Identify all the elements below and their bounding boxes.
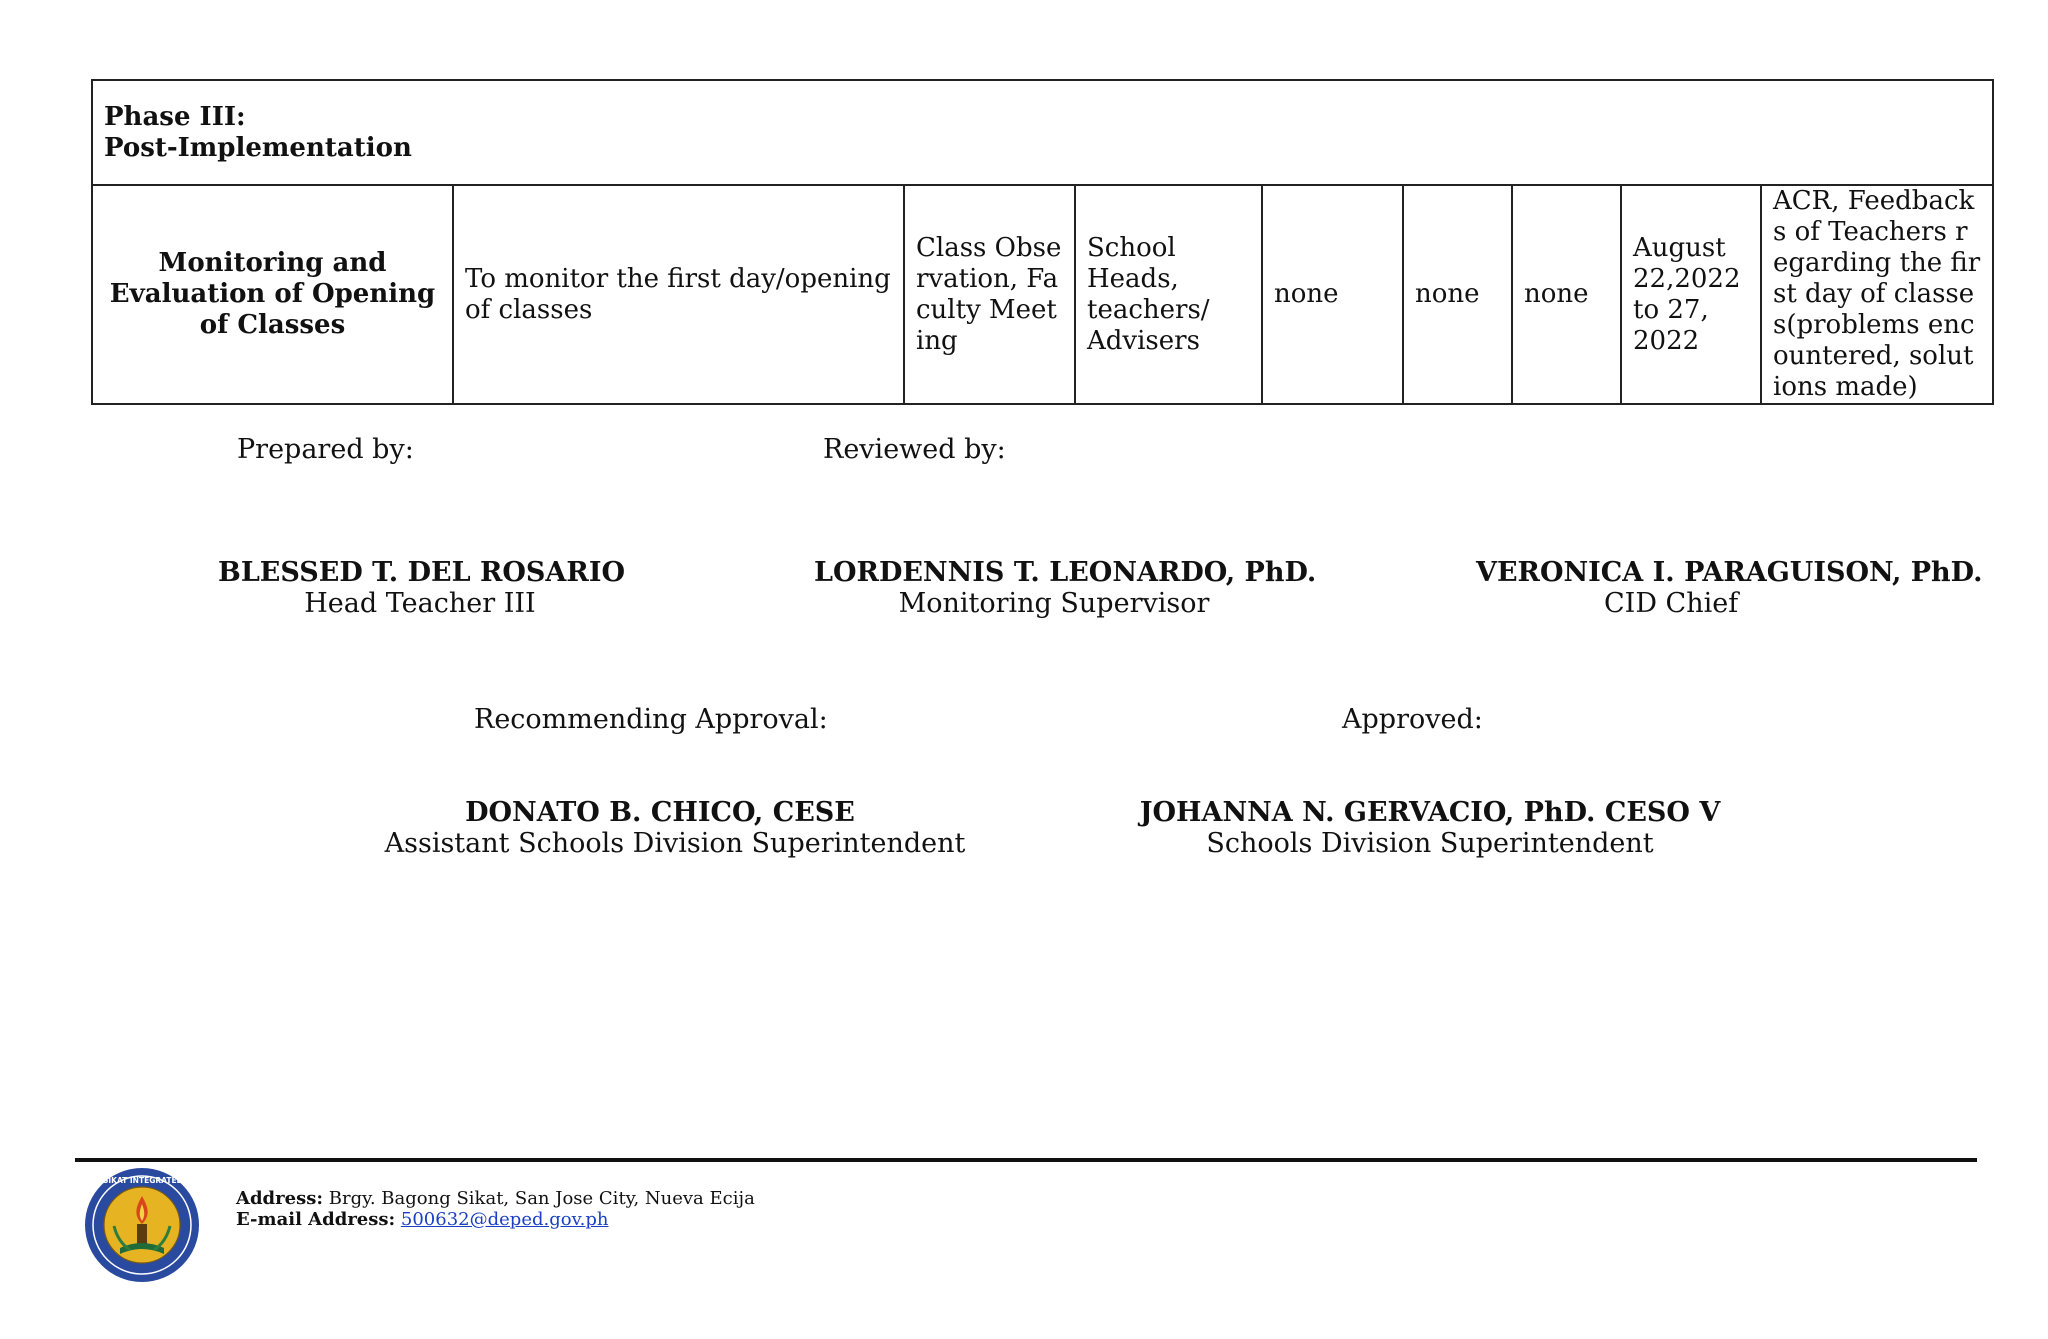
outcome-cell: ACR, Feedbacks of Teachers regarding the first day of classes(problems encountered, solutions made) (1761, 185, 1993, 404)
phase-header-row (92, 80, 1993, 185)
objective-cell: To monitor the first day/opening of classes (453, 185, 904, 404)
signatory-prepared (218, 557, 625, 619)
signatory-name: VERONICA I. PARAGUISON, PhD. (1476, 557, 1983, 588)
address-label: Address: (236, 1188, 323, 1209)
prepared-by-label: Prepared by: (237, 434, 414, 465)
signatory-title: Assistant Schools Division Superintendent (384, 828, 966, 859)
footer-divider (75, 1158, 1977, 1162)
signatory-title: Schools Division Superintendent (1206, 828, 1654, 859)
resources-cell: none (1262, 185, 1403, 404)
approved-label: Approved: (1342, 704, 1483, 735)
email-label: E-mail Address: (236, 1209, 396, 1230)
implementation-plan-table (91, 79, 1994, 405)
email-link[interactable]: 500632@deped.gov.ph (400, 1209, 609, 1230)
recommending-approval-label: Recommending Approval: (474, 704, 828, 735)
email-line (236, 1209, 755, 1230)
activity-cell: Monitoring and Evaluation of Opening of Classes (92, 185, 453, 404)
signatory-name: LORDENNIS T. LEONARDO, PhD. (814, 557, 1317, 588)
signatory-approved (1130, 797, 1730, 859)
signatory-title: CID Chief (1604, 588, 1739, 619)
address-line (236, 1188, 755, 1209)
signatory-title: Head Teacher III (304, 588, 536, 619)
phase-header-cell (92, 80, 1993, 185)
seal-text: BAGONG SIKAT INTEGRATED SCHOOL (63, 1176, 221, 1185)
budget-cell: none (1403, 185, 1512, 404)
signatory-name: DONATO B. CHICO, CESE (465, 797, 855, 828)
signatory-recommending (340, 797, 1010, 859)
signatory-reviewer-1 (814, 557, 1317, 619)
school-seal-icon (63, 1166, 221, 1284)
signatory-name: JOHANNA N. GERVACIO, PhD. CESO V (1139, 797, 1721, 828)
signatory-title: Monitoring Supervisor (898, 588, 1210, 619)
address-value: Brgy. Bagong Sikat, San Jose City, Nueva Ecija (328, 1188, 755, 1209)
signatory-name: BLESSED T. DEL ROSARIO (218, 557, 625, 588)
reviewed-by-label: Reviewed by: (823, 434, 1006, 465)
source-cell: none (1512, 185, 1621, 404)
footer-address-block (236, 1188, 755, 1230)
timeline-cell: August 22,2022 to 27, 2022 (1621, 185, 1761, 404)
phase-subtitle: Post-Implementation (104, 132, 412, 163)
signatory-reviewer-2 (1476, 557, 1983, 619)
table-row (92, 185, 1993, 404)
phase-title: Phase III: (104, 101, 246, 132)
strategy-cell: Class Observation, Faculty Meeting (904, 185, 1075, 404)
persons-involved-cell: School Heads, teachers/ Advisers (1075, 185, 1262, 404)
